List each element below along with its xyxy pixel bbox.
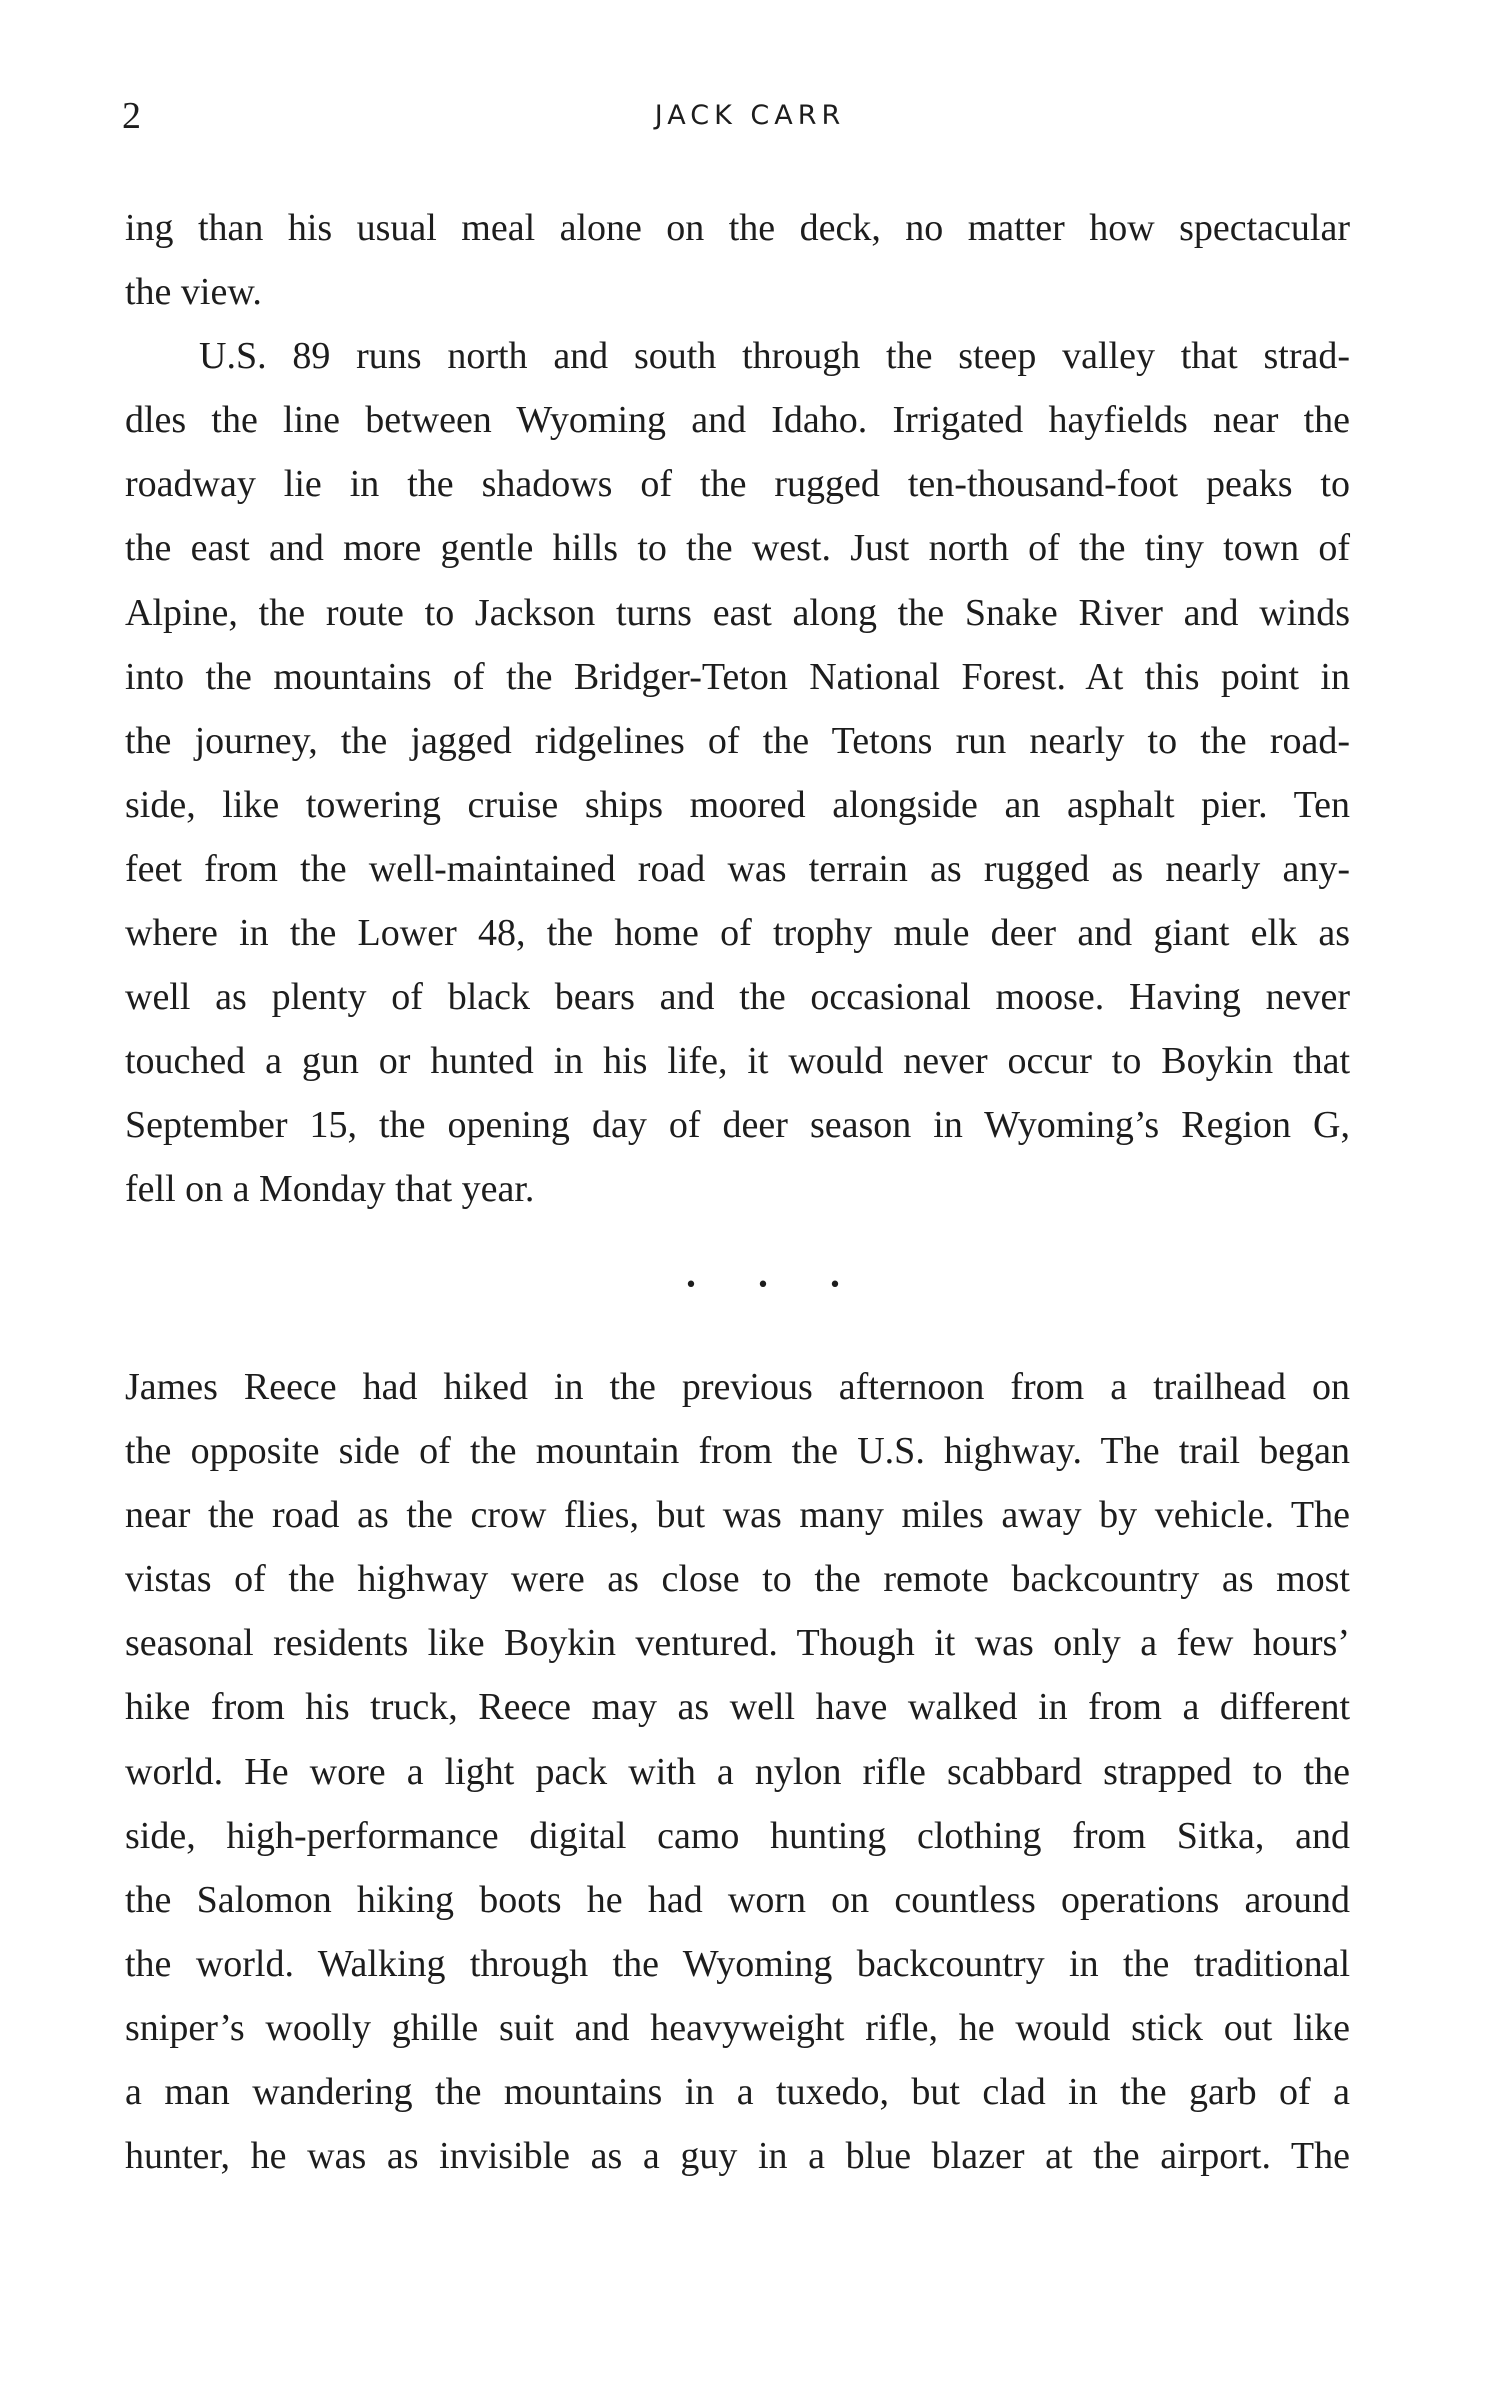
text-line: the east and more gentle hills to the west. Just north of the tiny town of [125,527,1350,570]
text-line: the opposite side of the mountain from the U.S. highway. The trail began [125,1430,1350,1473]
text-line: world. He wore a light pack with a nylon rifle scabbard strapped to the [125,1750,1350,1793]
text-line: a man wandering the mountains in a tuxedo, but clad in the garb of a [125,2071,1350,2114]
text-line: September 15, the opening day of deer season in Wyoming’s Region G, [125,1104,1350,1147]
text-line: seasonal residents like Boykin ventured. Though it was only a few hours’ [125,1622,1350,1665]
body-text-section-one [125,196,1350,1222]
text-line: ing than his usual meal alone on the deck, no matter how spectacular [125,207,1350,249]
text-line: the journey, the jagged ridgelines of the Tetons run nearly to the road- [125,719,1350,762]
text-line: side, like towering cruise ships moored alongside an asphalt pier. Ten [125,783,1350,826]
text-line: James Reece had hiked in the previous afternoon from a trailhead on [125,1366,1350,1408]
text-line: hunter, he was as invisible as a guy in a blue blazer at the airport. The [125,2135,1350,2178]
text-line: near the road as the crow flies, but was many miles away by vehicle. The [125,1494,1350,1537]
text-line: into the mountains of the Bridger-Teton National Forest. At this point in [125,655,1350,698]
text-line: side, high-performance digital camo hunting clothing from Sitka, and [125,1814,1350,1857]
page-number: 2 [122,95,141,137]
text-line: the view. [125,271,262,314]
text-line: U.S. 89 runs north and south through the steep valley that strad- [199,335,1350,378]
text-line: feet from the well-maintained road was terrain as rugged as nearly any- [125,847,1350,890]
text-line: sniper’s woolly ghille suit and heavyweight rifle, he would stick out like [125,2006,1350,2049]
text-line: the world. Walking through the Wyoming backcountry in the traditional [125,1942,1350,1985]
text-line: where in the Lower 48, the home of trophy mule deer and giant elk as [125,912,1350,955]
text-line: roadway lie in the shadows of the rugged ten-thousand-foot peaks to [125,463,1350,506]
body-text-section-two [125,1355,1350,2188]
page-header [0,92,1500,140]
text-line: well as plenty of black bears and the occasional moose. Having never [125,976,1350,1019]
section-break-ornament: • • • [684,1273,868,1298]
text-line: hike from his truck, Reece may as well have walked in from a different [125,1686,1350,1729]
text-line: vistas of the highway were as close to the remote backcountry as most [125,1558,1350,1601]
running-head-author: JACK CARR [654,100,846,131]
text-line: touched a gun or hunted in his life, it would never occur to Boykin that [125,1040,1350,1083]
text-line: Alpine, the route to Jackson turns east along the Snake River and winds [125,591,1350,634]
text-line: dles the line between Wyoming and Idaho. Irrigated hayfields near the [125,399,1350,442]
text-line: the Salomon hiking boots he had worn on countless operations around [125,1878,1350,1921]
text-line: fell on a Monday that year. [125,1168,535,1211]
